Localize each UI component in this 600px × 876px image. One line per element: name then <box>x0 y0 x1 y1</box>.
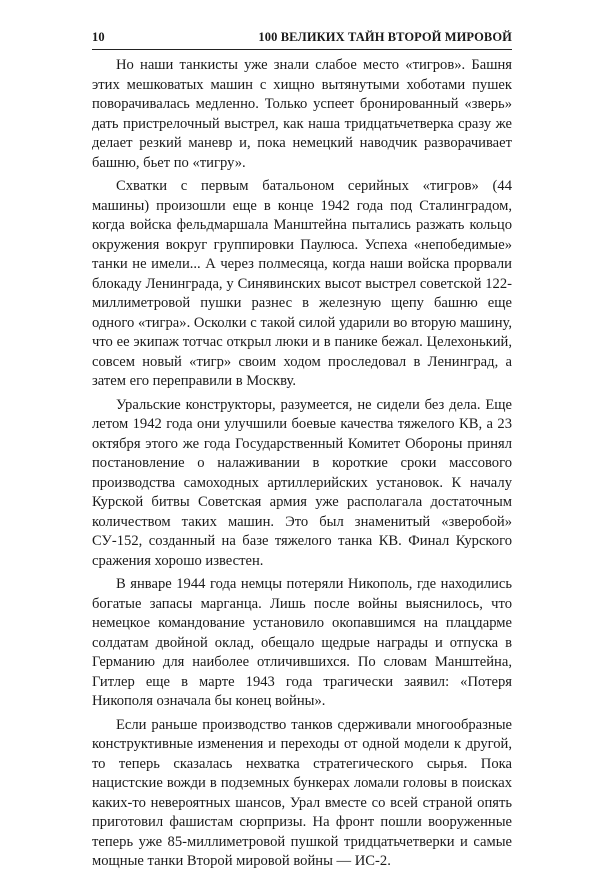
paragraph: В январе 1944 года немцы потеряли Никополь, где находились богатые запасы марганца. Лишь после войны выяснилось, что немецкое командование установило окопавшимся на плацдарме солдатам двойной оклад, обещало щедрые награды и отпуска в Германию для наиболее отличившихся. По словам Манштейна, Гитлер еще в марте 1943 года трагически заявил: «Потеря Никополя означала бы конец войны». <box>92 576 512 709</box>
page-number: 10 <box>92 30 105 44</box>
body-text <box>92 56 512 876</box>
paragraph: Схватки с первым батальоном серийных «тигров» (44 машины) произошли еще в конце 1942 года под Сталинградом, когда войска фельдмаршала Манштейна пытались разжать кольцо окружения вокруг группировки Паулюса. Успеха «непобедимые» танки не имели... А через полмесяца, когда наши войска прорвали блокаду Ленинграда, у Синявинских высот выстрел советской 122-миллиметровой пушки разнес в железную щепу башню еще одного «тигра». Осколки с такой силой ударили во вторую машину, что ее экипаж тотчас открыл люки и в панике бежал. Целехонький, совсем новый «тигр» своим ходом проследовал в Ленинград, а затем его переправили в Москву. <box>92 178 512 389</box>
paragraph: Уральские конструкторы, разумеется, не сидели без дела. Еще летом 1942 года они улучшили боевые качества тяжелого КВ, а 23 октября этого же года Государственный Комитет Обороны принял постановление о налаживании в короткие сроки массового производства самоходных артиллерийских установок. К началу Курской битвы Советская армия уже располагала достаточным количеством таких машин. Это был знаменитый «зверобой» СУ-152, созданный на базе тяжелого танка КВ. Финал Курского сражения хорошо известен. <box>92 396 512 569</box>
running-head <box>92 30 512 50</box>
book-title: 100 ВЕЛИКИХ ТАЙН ВТОРОЙ МИРОВОЙ <box>258 30 512 44</box>
paragraph: Но наши танкисты уже знали слабое место «тигров». Башня этих мешковатых машин с хищно вытянутыми хоботами пушек поворачивалась медленно. Только успеет бронированный «зверь» дать пристрелочный выстрел, как наша тридцатьчетверка сразу же делает резкий маневр и, пока немецкий наводчик разворачивает башню, бьет по «тигру». <box>92 57 512 171</box>
header-rule <box>92 49 512 50</box>
paragraph: Если раньше производство танков сдерживали многообразные конструктивные изменения и переходы от одной модели к другой, то теперь сказалась нехватка стратегического сырья. Пока нацистские вожди в подземных бункерах ломали головы в поисках каких-то невероятных шансов, Урал вместе со всей страной опять приготовил фашистам сюрпризы. На фронт пошли вооруженные теперь уже 85-миллиметровой пушкой тридцатьчетверки и самые мощные танки Второй мировой войны — ИС-2. <box>92 716 512 869</box>
